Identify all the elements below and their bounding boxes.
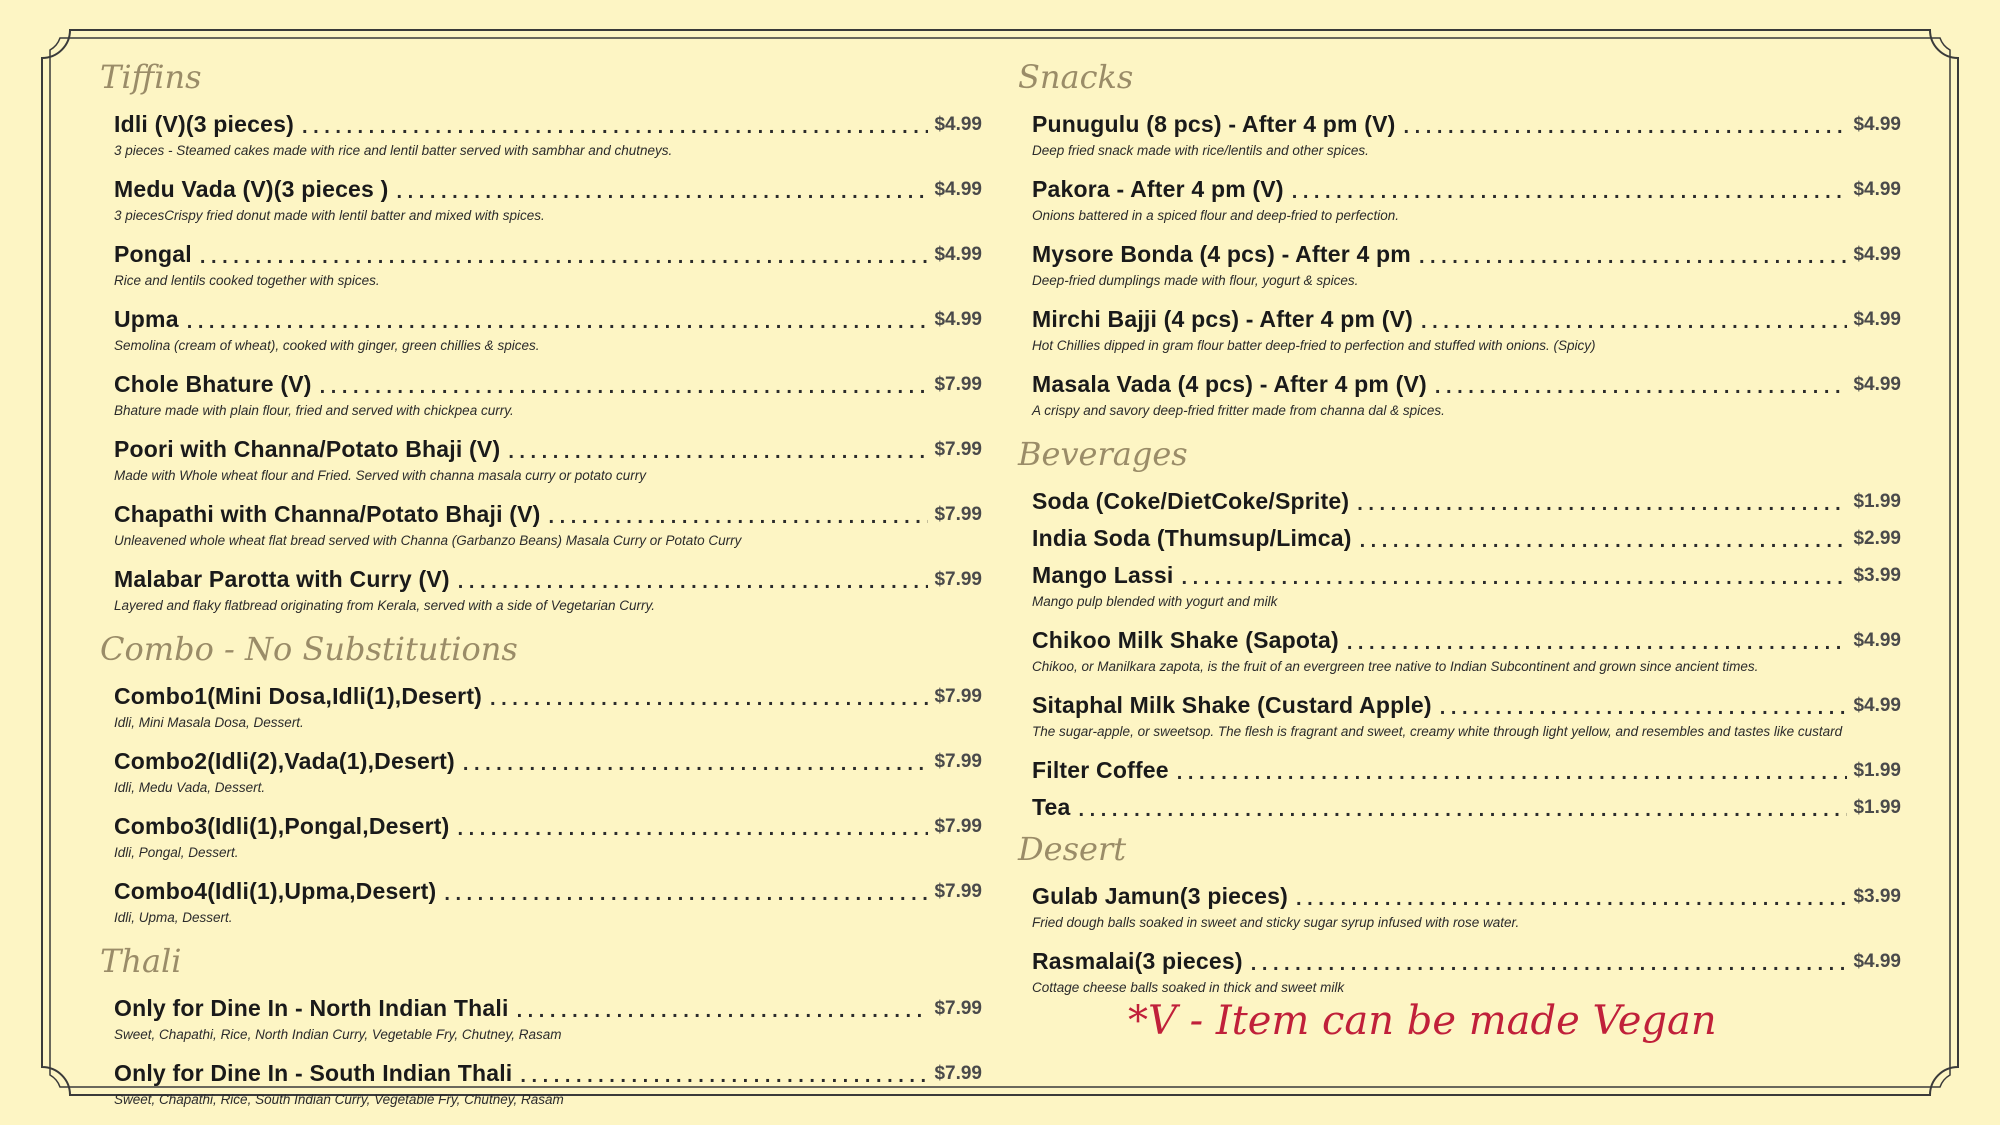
item-description: Bhature made with plain flour, fried and served with chickpea curry.	[114, 403, 514, 418]
dot-leader	[1251, 952, 1848, 976]
item-name: Gulab Jamun(3 pieces)	[1032, 883, 1288, 909]
dot-leader	[458, 817, 929, 841]
item-price: $7.99	[934, 881, 982, 902]
item-description: Idli, Pongal, Dessert.	[114, 845, 239, 860]
section-title: Combo - No Substitutions	[100, 630, 518, 668]
item-name: Idli (V)(3 pieces)	[114, 111, 294, 137]
item-name: Tea	[1032, 794, 1071, 820]
item-description: Made with Whole wheat flour and Fried. Served with channa masala curry or potato curry	[114, 468, 646, 483]
item-description: A crispy and savory deep-fried fritter made from channa dal & spices.	[1032, 403, 1445, 418]
item-name: Mysore Bonda (4 pcs) - After 4 pm	[1032, 241, 1411, 267]
item-description: Unleavened whole wheat flat bread served with Channa (Garbanzo Beans) Masala Curry or Potato Curry	[114, 533, 742, 548]
menu-item	[100, 1059, 982, 1110]
left-column	[100, 58, 982, 1124]
right-column	[1018, 58, 1901, 1012]
item-price: $4.99	[1853, 179, 1901, 200]
item-price: $1.99	[1853, 797, 1901, 818]
menu-item	[1018, 487, 1901, 516]
item-name: Pakora - After 4 pm (V)	[1032, 176, 1284, 202]
section-title: Tiffins	[100, 58, 202, 96]
item-description: Rice and lentils cooked together with spices.	[114, 273, 380, 288]
item-name: Combo2(Idli(2),Vada(1),Desert)	[114, 748, 455, 774]
dot-leader	[1182, 566, 1848, 590]
item-name: Sitaphal Milk Shake (Custard Apple)	[1032, 692, 1432, 718]
item-description: Cottage cheese balls soaked in thick and sweet milk	[1032, 980, 1345, 995]
item-price: $4.99	[1853, 951, 1901, 972]
dot-leader	[458, 570, 929, 594]
item-description: Chikoo, or Manilkara zapota, is the fruit of an evergreen tree native to Indian Subcontinent and grown since ancient times.	[1032, 659, 1759, 674]
item-name: Masala Vada (4 pcs) - After 4 pm (V)	[1032, 371, 1427, 397]
dot-leader	[1421, 310, 1847, 334]
dot-leader	[1296, 887, 1847, 911]
dot-leader	[1360, 529, 1848, 553]
menu-item	[100, 877, 982, 928]
item-name: Medu Vada (V)(3 pieces )	[114, 176, 389, 202]
section-title: Beverages	[1018, 435, 1188, 473]
item-description: Deep fried snack made with rice/lentils and other spices.	[1032, 143, 1369, 158]
menu-item	[100, 682, 982, 733]
item-price: $7.99	[934, 816, 982, 837]
dot-leader	[490, 687, 928, 711]
menu-item	[100, 500, 982, 551]
item-name: Combo3(Idli(1),Pongal,Desert)	[114, 813, 450, 839]
dot-leader	[517, 999, 929, 1023]
item-price: $7.99	[934, 1063, 982, 1084]
section-title: Snacks	[1018, 58, 1134, 96]
item-price: $4.99	[1853, 114, 1901, 135]
dot-leader	[1177, 761, 1848, 785]
section-title: Desert	[1018, 830, 1127, 868]
item-description: Deep-fried dumplings made with flour, yogurt & spices.	[1032, 273, 1359, 288]
item-name: India Soda (Thumsup/Limca)	[1032, 525, 1352, 551]
item-name: Soda (Coke/DietCoke/Sprite)	[1032, 488, 1350, 514]
item-description: Idli, Medu Vada, Dessert.	[114, 780, 266, 795]
item-name: Mango Lassi	[1032, 562, 1174, 588]
dot-leader	[508, 440, 928, 464]
menu-item	[100, 110, 982, 161]
item-description: Onions battered in a spiced flour and deep-fried to perfection.	[1032, 208, 1399, 223]
item-price: $7.99	[934, 751, 982, 772]
menu-section-combo	[100, 630, 982, 928]
menu-item	[1018, 626, 1901, 677]
item-price: $4.99	[934, 309, 982, 330]
menu-item	[1018, 947, 1901, 998]
menu-item	[1018, 561, 1901, 612]
item-price: $4.99	[1853, 309, 1901, 330]
item-price: $1.99	[1853, 491, 1901, 512]
item-price: $1.99	[1853, 760, 1901, 781]
item-name: Punugulu (8 pcs) - After 4 pm (V)	[1032, 111, 1396, 137]
dot-leader	[320, 375, 929, 399]
item-price: $7.99	[934, 374, 982, 395]
menu-section-thali	[100, 942, 982, 1110]
vegan-note: *V - Item can be made Vegan	[1128, 998, 1717, 1044]
menu-item	[100, 370, 982, 421]
dot-leader	[200, 245, 929, 269]
item-description: Sweet, Chapathi, Rice, South Indian Curry, Vegetable Fry, Chutney, Rasam	[114, 1092, 564, 1107]
dot-leader	[1440, 696, 1848, 720]
dot-leader	[1292, 180, 1848, 204]
item-name: Chole Bhature (V)	[114, 371, 312, 397]
dot-leader	[187, 310, 929, 334]
item-name: Mirchi Bajji (4 pcs) - After 4 pm (V)	[1032, 306, 1413, 332]
item-name: Chikoo Milk Shake (Sapota)	[1032, 627, 1339, 653]
menu-item	[1018, 175, 1901, 226]
dot-leader	[463, 752, 929, 776]
item-description: 3 piecesCrispy fried donut made with lentil batter and mixed with spices.	[114, 208, 545, 223]
item-price: $7.99	[934, 439, 982, 460]
item-name: Malabar Parotta with Curry (V)	[114, 566, 450, 592]
menu-item	[100, 747, 982, 798]
item-name: Chapathi with Channa/Potato Bhaji (V)	[114, 501, 541, 527]
item-description: Mango pulp blended with yogurt and milk	[1032, 594, 1278, 609]
menu-item	[100, 812, 982, 863]
item-price: $3.99	[1853, 886, 1901, 907]
dot-leader	[1435, 375, 1848, 399]
dot-leader	[1419, 245, 1848, 269]
item-price: $7.99	[934, 504, 982, 525]
item-name: Combo1(Mini Dosa,Idli(1),Desert)	[114, 683, 483, 709]
item-price: $4.99	[1853, 630, 1901, 651]
menu-section-desert	[1018, 830, 1901, 998]
dot-leader	[1347, 631, 1848, 655]
item-price: $4.99	[1853, 695, 1901, 716]
dot-leader	[1079, 798, 1848, 822]
dot-leader	[397, 180, 929, 204]
item-price: $4.99	[934, 244, 982, 265]
item-name: Upma	[114, 306, 179, 332]
menu-item	[1018, 110, 1901, 161]
menu-section-snacks	[1018, 58, 1901, 421]
item-price: $3.99	[1853, 565, 1901, 586]
menu-item	[100, 175, 982, 226]
item-description: Layered and flaky flatbread originating from Kerala, served with a side of Vegetarian Curry.	[114, 598, 656, 613]
item-price: $7.99	[934, 686, 982, 707]
dot-leader	[1357, 492, 1847, 516]
item-price: $7.99	[934, 569, 982, 590]
item-description: Sweet, Chapathi, Rice, North Indian Curry, Vegetable Fry, Chutney, Rasam	[114, 1027, 562, 1042]
item-price: $4.99	[1853, 244, 1901, 265]
menu-item	[1018, 240, 1901, 291]
dot-leader	[1404, 115, 1848, 139]
item-description: Semolina (cream of wheat), cooked with ginger, green chillies & spices.	[114, 338, 540, 353]
item-name: Poori with Channa/Potato Bhaji (V)	[114, 436, 501, 462]
item-price: $2.99	[1853, 528, 1901, 549]
menu-item	[100, 305, 982, 356]
item-price: $4.99	[934, 114, 982, 135]
item-description: Idli, Mini Masala Dosa, Dessert.	[114, 715, 304, 730]
item-price: $4.99	[1853, 374, 1901, 395]
item-name: Rasmalai(3 pieces)	[1032, 948, 1243, 974]
menu-item	[100, 240, 982, 291]
section-title: Thali	[100, 942, 182, 980]
item-price: $4.99	[934, 179, 982, 200]
menu-item	[1018, 524, 1901, 553]
item-name: Combo4(Idli(1),Upma,Desert)	[114, 878, 437, 904]
dot-leader	[549, 505, 929, 529]
item-price: $7.99	[934, 998, 982, 1019]
menu-item	[1018, 305, 1901, 356]
item-name: Only for Dine In - South Indian Thali	[114, 1060, 513, 1086]
menu-section-beverages	[1018, 435, 1901, 822]
item-name: Pongal	[114, 241, 192, 267]
item-description: 3 pieces - Steamed cakes made with rice and lentil batter served with sambhar and chutneys.	[114, 143, 673, 158]
menu-item	[1018, 691, 1901, 742]
dot-leader	[444, 882, 928, 906]
menu-item	[1018, 882, 1901, 933]
dot-leader	[520, 1064, 928, 1088]
item-name: Only for Dine In - North Indian Thali	[114, 995, 509, 1021]
menu-item	[1018, 793, 1901, 822]
menu-item	[100, 435, 982, 486]
menu-item	[1018, 756, 1901, 785]
menu-item	[1018, 370, 1901, 421]
menu-item	[100, 994, 982, 1045]
menu-section-tiffins	[100, 58, 982, 616]
item-description: Hot Chillies dipped in gram flour batter deep-fried to perfection and stuffed with onions. (Spicy)	[1032, 338, 1596, 353]
dot-leader	[302, 115, 928, 139]
menu-item	[100, 565, 982, 616]
item-name: Filter Coffee	[1032, 757, 1169, 783]
item-description: Idli, Upma, Dessert.	[114, 910, 233, 925]
item-description: The sugar-apple, or sweetsop. The flesh is fragrant and sweet, creamy white through light yellow, and resembles and tastes like custard	[1032, 724, 1843, 739]
item-description: Fried dough balls soaked in sweet and sticky sugar syrup infused with rose water.	[1032, 915, 1520, 930]
